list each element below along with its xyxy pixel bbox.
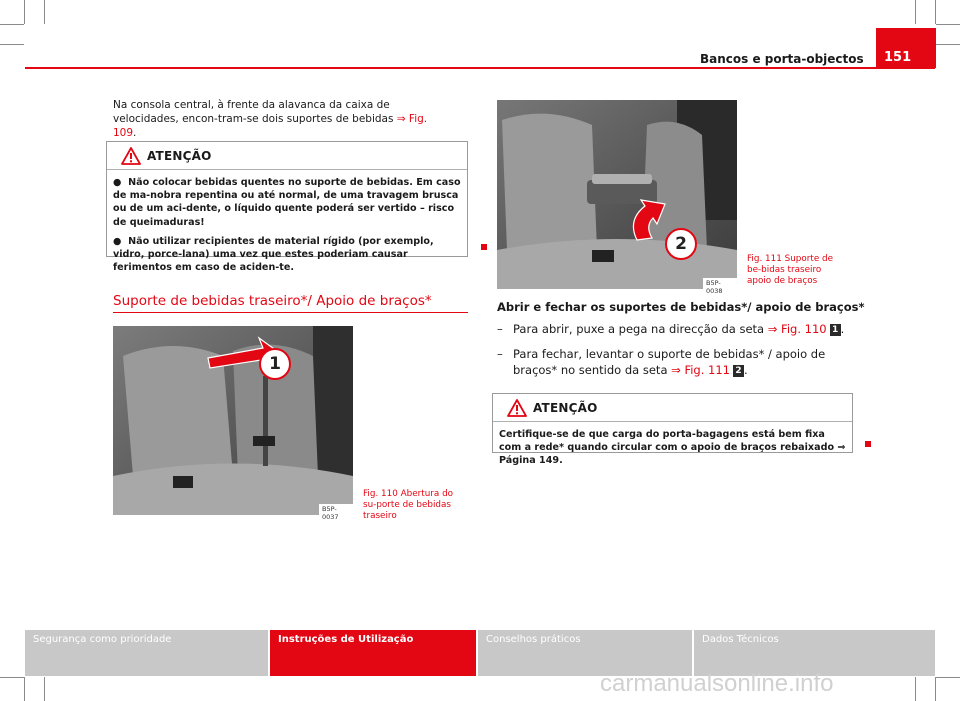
callout-badge: 2 xyxy=(733,365,744,377)
warning-page-ref[interactable]: ⇒ Página 149 xyxy=(499,442,846,467)
nav-tab-conselhos[interactable]: Conselhos práticos xyxy=(478,630,692,676)
warning-triangle-icon xyxy=(121,147,141,165)
intro-paragraph xyxy=(113,98,453,140)
intro-end: . xyxy=(133,127,137,139)
nav-tab-seguranca[interactable]: Segurança como prioridade xyxy=(25,630,268,676)
step-2: – Para fechar, levantar o suporte de bebidas* / apoio de braços* no sentido da seta ⇒ Fig. 111 2 . xyxy=(497,347,826,377)
figure-110-caption: Fig. 110 Abertura do su-porte de bebidas traseiro xyxy=(363,489,454,521)
warning-header xyxy=(493,394,852,422)
warning-title: ATENÇÃO xyxy=(147,149,212,163)
step1-fig-ref[interactable]: ⇒ Fig. 110 xyxy=(767,322,827,336)
crop-mark xyxy=(0,677,24,678)
figure-code: B5P-0038 xyxy=(703,278,737,296)
subsection-title: Abrir e fechar os suportes de bebidas*/ apoio de braços* xyxy=(497,300,865,314)
crop-mark xyxy=(44,677,45,701)
warning-body xyxy=(107,170,467,274)
crop-mark xyxy=(915,0,916,24)
warning-body: Certifique-se de que carga do porta-bagagens está bem fixa com a rede* quando circular com o apoio de braços rebaixado ⇒ Página 149. xyxy=(499,429,846,467)
header-rule xyxy=(25,67,935,69)
step-1: – Para abrir, puxe a pega na direcção da seta ⇒ Fig. 110 1 . xyxy=(497,322,845,336)
callout-1: 1 xyxy=(259,348,291,380)
section-title: Suporte de bebidas traseiro*/ Apoio de braços* xyxy=(113,293,432,309)
crop-mark xyxy=(44,0,45,24)
warning-header xyxy=(107,142,467,170)
callout-badge: 1 xyxy=(830,324,841,336)
crop-mark xyxy=(24,0,25,24)
warning-triangle-icon xyxy=(507,399,527,417)
crop-mark xyxy=(936,44,960,45)
warning-box-2 xyxy=(492,393,853,467)
figure-110-image xyxy=(113,326,353,521)
section-rule xyxy=(113,312,468,313)
page-header-title: Bancos e porta-objectos xyxy=(700,52,864,66)
intro-fig-ref[interactable]: ⇒ Fig. 109 xyxy=(113,113,428,139)
step2-fig-ref[interactable]: ⇒ Fig. 111 xyxy=(671,363,730,377)
crop-mark xyxy=(935,0,936,24)
warning-item: ● Não colocar bebidas quentes no suporte de bebidas. Em caso de ma-nobra repentina ou até normal, de uma travagem brusca ou de um aci-dente, o líquido quente poderá ser vertido – risco de queimaduras! xyxy=(113,177,461,228)
crop-mark xyxy=(24,677,25,701)
page-number: 151 xyxy=(876,28,936,68)
figure-code: B5P-0037 xyxy=(319,504,353,522)
crop-mark xyxy=(0,44,24,45)
warning-title: ATENÇÃO xyxy=(533,401,598,415)
crop-mark xyxy=(0,24,24,25)
warning-box xyxy=(106,141,468,274)
end-of-section-marker xyxy=(481,244,487,250)
intro-text: Na consola central, à frente da alavanca da caixa de velocidades, encon-tram-se dois suportes de bebidas xyxy=(113,99,397,125)
figure-111-image xyxy=(497,100,737,295)
end-of-section-marker xyxy=(865,441,871,447)
nav-tab-dados[interactable]: Dados Técnicos xyxy=(694,630,935,676)
crop-mark xyxy=(935,677,936,701)
crop-mark xyxy=(936,24,960,25)
watermark: carmanualsonline.info xyxy=(600,670,834,697)
warning-item: ● Não utilizar recipientes de material rígido (por exemplo, vidro, porce-lana) uma vez que estes poderiam causar ferimentos em caso de aciden-te. xyxy=(113,235,434,274)
figure-111-caption: Fig. 111 Suporte de be-bidas traseiro apoio de braços xyxy=(747,254,834,286)
nav-tab-instrucoes[interactable]: Instruções de Utilização xyxy=(270,630,476,676)
crop-mark xyxy=(915,677,916,701)
callout-2: 2 xyxy=(665,228,697,260)
crop-mark xyxy=(936,677,960,678)
